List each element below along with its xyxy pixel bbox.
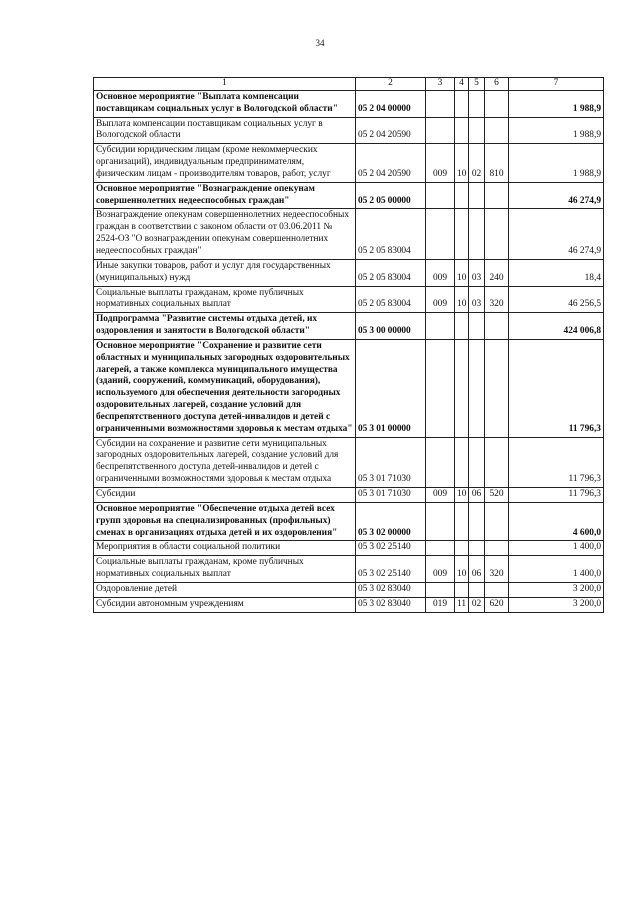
column-header: 6 — [485, 78, 509, 91]
table-row — [94, 339, 604, 437]
grbs-code-cell — [426, 437, 455, 487]
row-name-cell: Выплата компенсации поставщикам социальных услуг в Вологодской области — [94, 117, 356, 144]
expense-type-cell — [485, 117, 509, 144]
subsection-code-cell — [469, 437, 485, 487]
grbs-code-cell: 009 — [426, 286, 455, 313]
expense-type-cell — [485, 182, 509, 209]
expense-type-cell — [485, 90, 509, 117]
section-code-cell — [455, 90, 469, 117]
grbs-code-cell — [426, 541, 455, 556]
target-code-cell: 05 3 02 25140 — [356, 556, 426, 583]
subsection-code-cell: 03 — [469, 259, 485, 286]
target-code-cell: 05 2 05 00000 — [356, 182, 426, 209]
section-code-cell: 11 — [455, 597, 469, 612]
amount-cell: 11 796,3 — [509, 437, 604, 487]
table-row — [94, 582, 604, 597]
row-name-cell: Субсидии на сохранение и развитие сети муниципальных загородных оздоровительных лагерей, создание условий для беспрепятственного доступа детей-инвалидов и детей с ограниченными возможностями здоровья к местам отдыха — [94, 437, 356, 487]
section-code-cell: 10 — [455, 144, 469, 183]
grbs-code-cell — [426, 502, 455, 541]
column-header: 5 — [469, 78, 485, 91]
amount-cell: 11 796,3 — [509, 488, 604, 503]
column-header: 7 — [509, 78, 604, 91]
budget-table — [93, 77, 604, 613]
section-code-cell — [455, 541, 469, 556]
grbs-code-cell — [426, 313, 455, 340]
column-number-row — [94, 78, 604, 91]
target-code-cell: 05 3 02 83040 — [356, 582, 426, 597]
amount-cell: 46 256,5 — [509, 286, 604, 313]
expense-type-cell — [485, 437, 509, 487]
grbs-code-cell — [426, 339, 455, 437]
amount-cell: 1 988,9 — [509, 90, 604, 117]
amount-cell: 3 200,0 — [509, 582, 604, 597]
column-header: 1 — [94, 78, 356, 91]
row-name-cell: Основное мероприятие "Выплата компенсации поставщикам социальных услуг в Вологодской области" — [94, 90, 356, 117]
grbs-code-cell: 009 — [426, 556, 455, 583]
expense-type-cell — [485, 541, 509, 556]
row-name-cell: Основное мероприятие "Сохранение и развитие сети областных и муниципальных загородных оздоровительных лагерей, а также комплекса муниципального имущества (зданий, сооружений, коммуникаций, оборудования), используемого для обеспечения деятельности загородных оздоровительных лагерей, создание условий для беспрепятственного доступа детей-инвалидов и детей с ограниченными возможностями здоровья к местам отдыха" — [94, 339, 356, 437]
expense-type-cell: 810 — [485, 144, 509, 183]
expense-type-cell: 520 — [485, 488, 509, 503]
column-header: 3 — [426, 78, 455, 91]
grbs-code-cell: 009 — [426, 259, 455, 286]
section-code-cell — [455, 182, 469, 209]
subsection-code-cell — [469, 502, 485, 541]
section-code-cell — [455, 313, 469, 340]
subsection-code-cell: 06 — [469, 488, 485, 503]
target-code-cell: 05 3 02 25140 — [356, 541, 426, 556]
column-header: 2 — [356, 78, 426, 91]
amount-cell: 4 600,0 — [509, 502, 604, 541]
row-name-cell: Иные закупки товаров, работ и услуг для государственных (муниципальных) нужд — [94, 259, 356, 286]
grbs-code-cell — [426, 90, 455, 117]
row-name-cell: Субсидии автономным учреждениям — [94, 597, 356, 612]
table-body — [94, 90, 604, 612]
page-number: 34 — [315, 38, 325, 48]
amount-cell: 18,4 — [509, 259, 604, 286]
section-code-cell: 10 — [455, 556, 469, 583]
grbs-code-cell: 009 — [426, 144, 455, 183]
table-row — [94, 259, 604, 286]
table-row — [94, 437, 604, 487]
subsection-code-cell: 02 — [469, 597, 485, 612]
grbs-code-cell — [426, 582, 455, 597]
row-name-cell: Социальные выплаты гражданам, кроме публичных нормативных социальных выплат — [94, 556, 356, 583]
expense-type-cell: 320 — [485, 556, 509, 583]
subsection-code-cell — [469, 313, 485, 340]
target-code-cell: 05 3 00 00000 — [356, 313, 426, 340]
subsection-code-cell — [469, 582, 485, 597]
amount-cell: 424 006,8 — [509, 313, 604, 340]
table-row — [94, 556, 604, 583]
table-row — [94, 182, 604, 209]
target-code-cell: 05 2 05 83004 — [356, 209, 426, 259]
subsection-code-cell: 03 — [469, 286, 485, 313]
subsection-code-cell: 02 — [469, 144, 485, 183]
amount-cell: 1 400,0 — [509, 556, 604, 583]
target-code-cell: 05 3 02 00000 — [356, 502, 426, 541]
amount-cell: 3 200,0 — [509, 597, 604, 612]
row-name-cell: Мероприятия в области социальной политики — [94, 541, 356, 556]
grbs-code-cell — [426, 117, 455, 144]
target-code-cell: 05 3 02 83040 — [356, 597, 426, 612]
section-code-cell — [455, 209, 469, 259]
amount-cell: 1 988,9 — [509, 117, 604, 144]
table-row — [94, 541, 604, 556]
section-code-cell — [455, 437, 469, 487]
target-code-cell: 05 2 04 20590 — [356, 144, 426, 183]
table-row — [94, 502, 604, 541]
expense-type-cell — [485, 582, 509, 597]
section-code-cell: 10 — [455, 259, 469, 286]
amount-cell: 46 274,9 — [509, 209, 604, 259]
subsection-code-cell — [469, 117, 485, 144]
subsection-code-cell — [469, 541, 485, 556]
expense-type-cell: 240 — [485, 259, 509, 286]
subsection-code-cell — [469, 209, 485, 259]
table-row — [94, 90, 604, 117]
row-name-cell: Вознаграждение опекунам совершеннолетних недееспособных граждан в соответствии с законом области от 03.06.2011 № 2524-ОЗ "О вознаграждении опекунам совершеннолетних недееспособных граждан" — [94, 209, 356, 259]
grbs-code-cell: 019 — [426, 597, 455, 612]
subsection-code-cell — [469, 339, 485, 437]
expense-type-cell: 320 — [485, 286, 509, 313]
expense-type-cell — [485, 313, 509, 340]
target-code-cell: 05 2 04 20590 — [356, 117, 426, 144]
target-code-cell: 05 3 01 71030 — [356, 488, 426, 503]
row-name-cell: Социальные выплаты гражданам, кроме публичных нормативных социальных выплат — [94, 286, 356, 313]
grbs-code-cell: 009 — [426, 488, 455, 503]
expense-type-cell — [485, 502, 509, 541]
row-name-cell: Основное мероприятие "Вознаграждение опекунам совершеннолетних недееспособных граждан" — [94, 182, 356, 209]
amount-cell: 1 400,0 — [509, 541, 604, 556]
section-code-cell: 10 — [455, 488, 469, 503]
table-row — [94, 488, 604, 503]
subsection-code-cell — [469, 182, 485, 209]
section-code-cell — [455, 502, 469, 541]
target-code-cell: 05 2 05 83004 — [356, 259, 426, 286]
section-code-cell — [455, 582, 469, 597]
section-code-cell — [455, 117, 469, 144]
table-row — [94, 313, 604, 340]
row-name-cell: Основное мероприятие "Обеспечение отдыха детей всех групп здоровья на специализированных (профильных) сменах в организациях отдыха детей и их оздоровления" — [94, 502, 356, 541]
expense-type-cell: 620 — [485, 597, 509, 612]
expense-type-cell — [485, 209, 509, 259]
target-code-cell: 05 2 04 00000 — [356, 90, 426, 117]
row-name-cell: Субсидии — [94, 488, 356, 503]
table-row — [94, 597, 604, 612]
row-name-cell: Оздоровление детей — [94, 582, 356, 597]
amount-cell: 1 988,9 — [509, 144, 604, 183]
target-code-cell: 05 3 01 00000 — [356, 339, 426, 437]
target-code-cell: 05 3 01 71030 — [356, 437, 426, 487]
grbs-code-cell — [426, 182, 455, 209]
table-row — [94, 144, 604, 183]
grbs-code-cell — [426, 209, 455, 259]
row-name-cell: Подпрограмма "Развитие системы отдыха детей, их оздоровления и занятости в Вологодской области" — [94, 313, 356, 340]
subsection-code-cell — [469, 90, 485, 117]
row-name-cell: Субсидии юридическим лицам (кроме некоммерческих организаций), индивидуальным предпринимателям, физическим лицам - производителям товаров, работ, услуг — [94, 144, 356, 183]
target-code-cell: 05 2 05 83004 — [356, 286, 426, 313]
column-header: 4 — [455, 78, 469, 91]
subsection-code-cell: 06 — [469, 556, 485, 583]
amount-cell: 46 274,9 — [509, 182, 604, 209]
expense-type-cell — [485, 339, 509, 437]
table-row — [94, 286, 604, 313]
table-row — [94, 117, 604, 144]
section-code-cell: 10 — [455, 286, 469, 313]
amount-cell: 11 796,3 — [509, 339, 604, 437]
table-row — [94, 209, 604, 259]
section-code-cell — [455, 339, 469, 437]
